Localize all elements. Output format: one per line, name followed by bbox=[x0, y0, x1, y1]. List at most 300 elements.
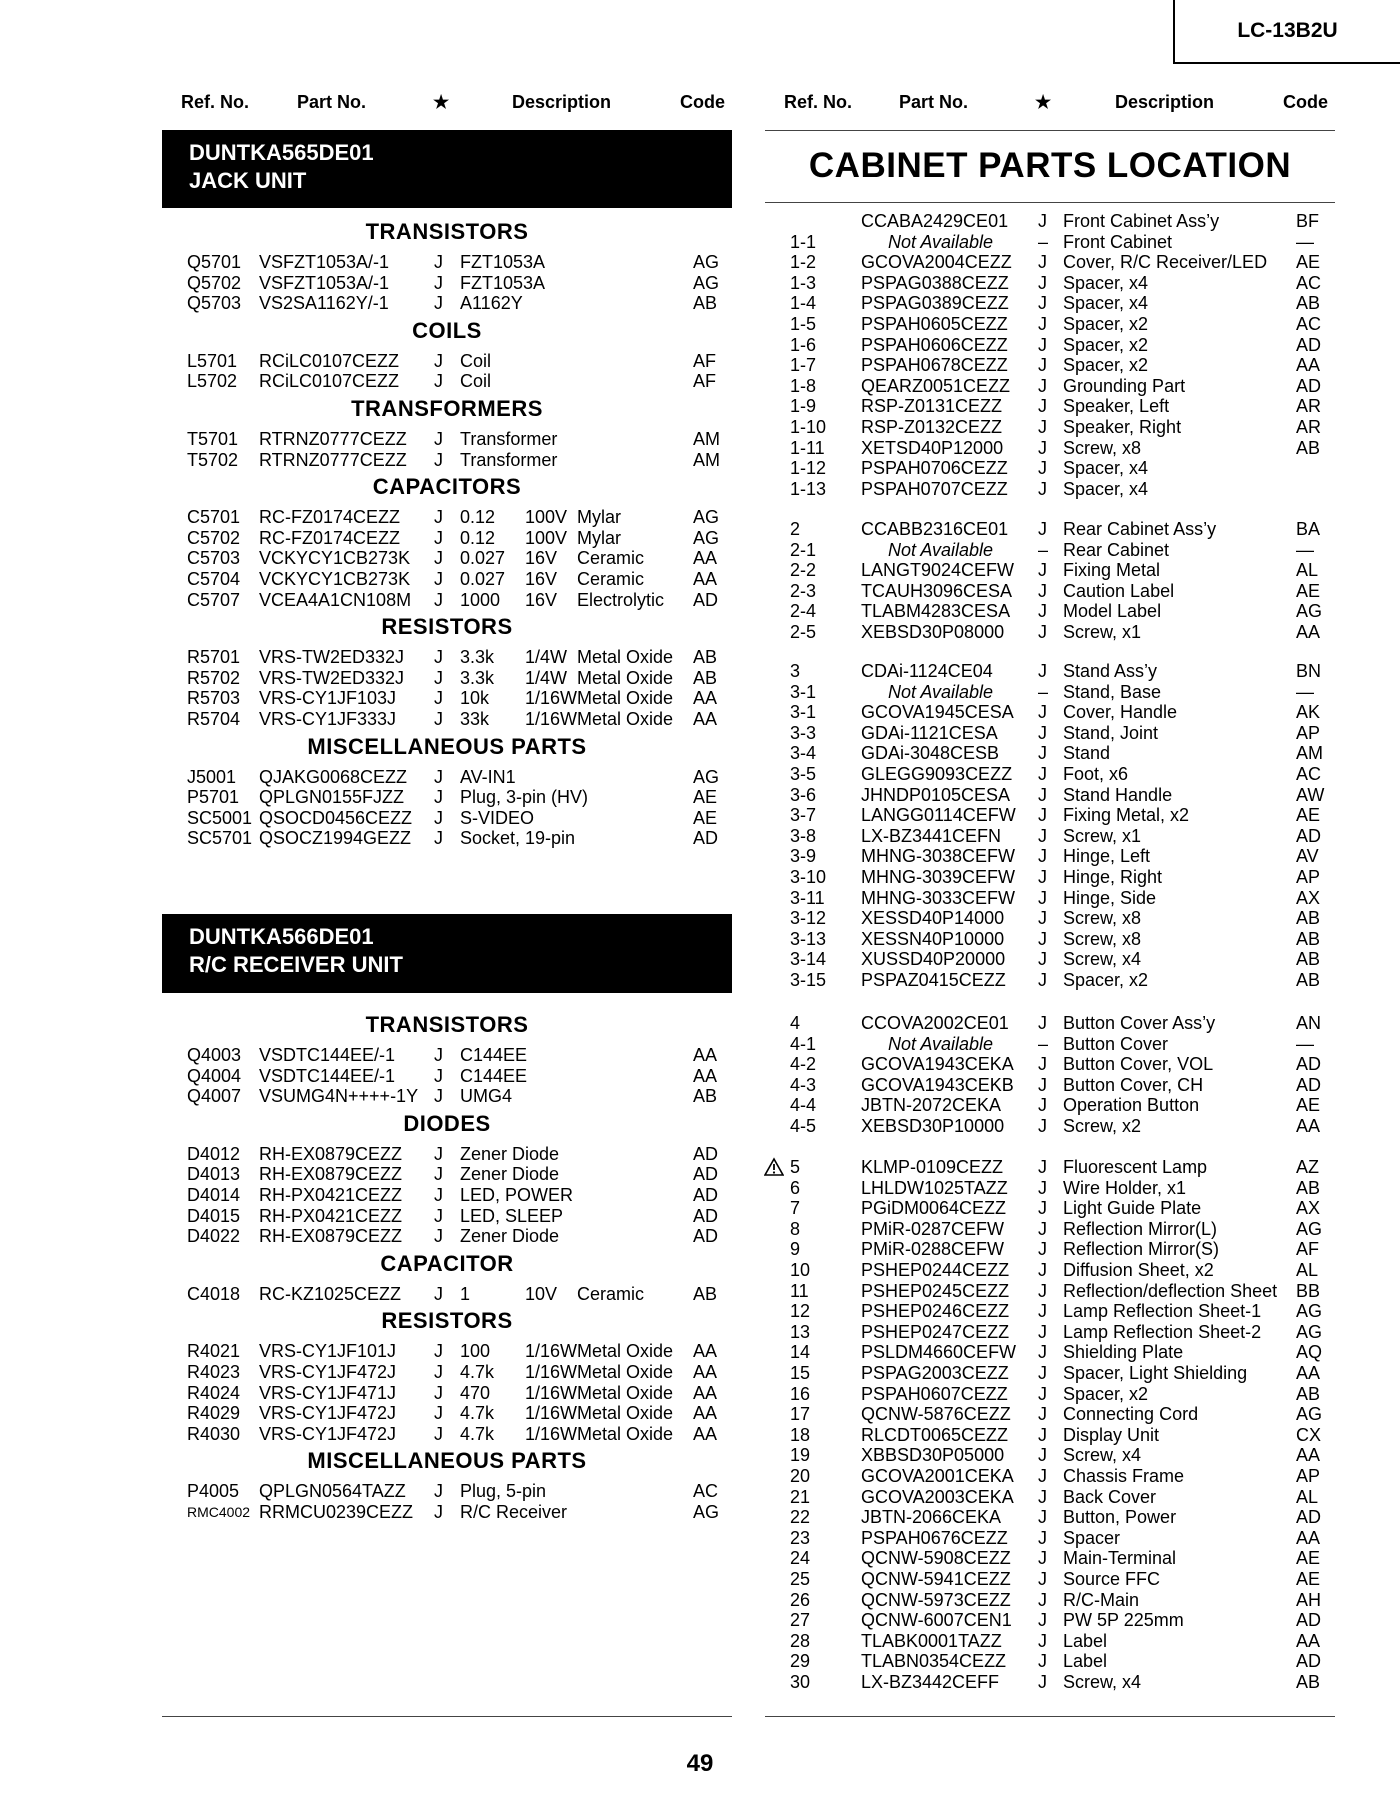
cabinet-part-cell: Screw, x4 bbox=[1063, 949, 1142, 969]
cabinet-part-cell: J bbox=[1038, 764, 1047, 784]
part-cell: J bbox=[434, 1206, 443, 1226]
part-cell: J bbox=[434, 1424, 443, 1444]
cabinet-part-row bbox=[0, 417, 1340, 437]
part-cell: AB bbox=[693, 668, 718, 688]
cabinet-part-row bbox=[0, 1425, 1340, 1445]
cabinet-part-cell: Label bbox=[1063, 1651, 1108, 1671]
cabinet-part-cell: PSPAZ0415CEZZ bbox=[861, 970, 1006, 990]
cabinet-part-row bbox=[0, 376, 1340, 396]
cabinet-part-cell: PMiR-0288CEFW bbox=[861, 1239, 1005, 1259]
cabinet-part-cell: KLMP-0109CEZZ bbox=[861, 1157, 1004, 1177]
right-bottom-rule bbox=[765, 1716, 1335, 1717]
part-cell: AB bbox=[693, 647, 718, 667]
header-ref-right: Ref. No. bbox=[784, 92, 853, 112]
part-cell: J bbox=[434, 429, 443, 449]
part-cell: AM bbox=[693, 429, 720, 449]
cabinet-part-cell: 6 bbox=[790, 1178, 801, 1198]
cabinet-part-row bbox=[0, 438, 1340, 458]
cabinet-part-cell: Fluorescent Lamp bbox=[1063, 1157, 1208, 1177]
cabinet-part-cell: 21 bbox=[790, 1487, 811, 1507]
cabinet-part-cell: AL bbox=[1296, 1260, 1319, 1280]
part-cell: J bbox=[434, 808, 443, 828]
cabinet-part-row bbox=[0, 232, 1340, 252]
cabinet-part-cell: 3 bbox=[790, 661, 801, 681]
part-cell: J bbox=[434, 1185, 443, 1205]
part-cell: Transformer bbox=[460, 450, 558, 470]
cabinet-part-cell: Rear Cabinet Ass’y bbox=[1063, 519, 1217, 539]
cabinet-part-row bbox=[0, 1342, 1340, 1362]
part-cell: RH-EX0879CEZZ bbox=[259, 1226, 403, 1246]
header-code-left: Code bbox=[680, 92, 725, 112]
cabinet-part-cell: 2-4 bbox=[790, 601, 817, 621]
cabinet-part-cell: 3-8 bbox=[790, 826, 817, 846]
cabinet-part-cell: J bbox=[1038, 273, 1047, 293]
part-cell: J bbox=[434, 252, 443, 272]
cabinet-part-cell: AX bbox=[1296, 1198, 1321, 1218]
part-cell: VRS-CY1JF333J bbox=[259, 709, 397, 729]
section-title: RESISTORS bbox=[381, 1308, 513, 1333]
cabinet-part-cell: 25 bbox=[790, 1569, 811, 1589]
cabinet-part-cell: AC bbox=[1296, 764, 1322, 784]
cabinet-part-cell: Spacer, x2 bbox=[1063, 355, 1149, 375]
cabinet-part-cell: Fixing Metal bbox=[1063, 560, 1161, 580]
cabinet-part-cell: Cover, Handle bbox=[1063, 702, 1178, 722]
part-cell: VSUMG4N++++-1Y bbox=[259, 1086, 419, 1106]
part-cell: AE bbox=[693, 808, 718, 828]
part-cell: AB bbox=[693, 1086, 718, 1106]
cabinet-part-cell: Button Cover Ass’y bbox=[1063, 1013, 1216, 1033]
cabinet-part-cell: Spacer, x2 bbox=[1063, 314, 1149, 334]
cabinet-part-row bbox=[0, 1095, 1340, 1115]
cabinet-part-cell: 16 bbox=[790, 1384, 811, 1404]
part-cell: Zener Diode bbox=[460, 1164, 560, 1184]
cabinet-part-cell: J bbox=[1038, 1157, 1047, 1177]
part-cell: R4023 bbox=[187, 1362, 241, 1382]
cabinet-part-cell: J bbox=[1038, 888, 1047, 908]
cabinet-part-row bbox=[0, 908, 1340, 928]
cabinet-part-cell: PSPAH0707CEZZ bbox=[861, 479, 1008, 499]
part-cell: AD bbox=[693, 1185, 719, 1205]
part-cell: AD bbox=[693, 1164, 719, 1184]
cabinet-part-cell: RLCDT0065CEZZ bbox=[861, 1425, 1009, 1445]
part-cell: LED, SLEEP bbox=[460, 1206, 564, 1226]
part-cell: A1162Y bbox=[460, 293, 523, 313]
part-cell: VRS-CY1JF471J bbox=[259, 1383, 397, 1403]
part-cell: 16V bbox=[525, 569, 558, 589]
part-cell: UMG4 bbox=[460, 1086, 513, 1106]
cabinet-part-cell: Stand, Joint bbox=[1063, 723, 1159, 743]
part-cell: 1000 bbox=[460, 590, 501, 610]
cabinet-part-row bbox=[0, 1363, 1340, 1383]
cabinet-part-cell: AL bbox=[1296, 560, 1319, 580]
cabinet-part-row bbox=[0, 1487, 1340, 1507]
cabinet-part-cell: PSPAH0676CEZZ bbox=[861, 1528, 1008, 1548]
cabinet-part-cell: 4 bbox=[790, 1013, 801, 1033]
header-star-right: ★ bbox=[1035, 92, 1052, 112]
cabinet-part-cell: Main-Terminal bbox=[1063, 1548, 1177, 1568]
cabinet-part-cell: J bbox=[1038, 1095, 1047, 1115]
part-cell: D4015 bbox=[187, 1206, 241, 1226]
cabinet-part-cell: Spacer, x4 bbox=[1063, 293, 1149, 313]
cabinet-part-cell: PSPAG0388CEZZ bbox=[861, 273, 1009, 293]
cabinet-part-row bbox=[0, 1281, 1340, 1301]
cabinet-part-cell: 3-1 bbox=[790, 682, 817, 702]
cabinet-part-cell: LANGG0114CEFW bbox=[861, 805, 1016, 825]
cabinet-part-cell: LHLDW1025TAZZ bbox=[861, 1178, 1008, 1198]
cabinet-part-row bbox=[0, 1157, 1340, 1177]
cabinet-part-cell: GCOVA2003CEKA bbox=[861, 1487, 1014, 1507]
part-cell: Q4004 bbox=[187, 1066, 242, 1086]
cabinet-part-cell: J bbox=[1038, 1301, 1047, 1321]
cabinet-part-cell: Reflection Mirror(L) bbox=[1063, 1219, 1218, 1239]
cabinet-part-cell: 1-9 bbox=[790, 396, 817, 416]
part-cell: Transformer bbox=[460, 429, 558, 449]
header-desc-right: Description bbox=[1115, 92, 1215, 112]
cabinet-part-cell: J bbox=[1038, 1569, 1047, 1589]
cabinet-part-cell: Button Cover, VOL bbox=[1063, 1054, 1214, 1074]
cabinet-part-cell: XETSD40P12000 bbox=[861, 438, 1004, 458]
cabinet-part-cell: J bbox=[1038, 355, 1047, 375]
cabinet-part-row bbox=[0, 764, 1340, 784]
right-title-rule bbox=[765, 202, 1335, 203]
cabinet-part-cell: J bbox=[1038, 908, 1047, 928]
part-cell: Metal Oxide bbox=[577, 668, 674, 688]
cabinet-part-cell: Button Cover bbox=[1063, 1034, 1169, 1054]
part-cell: 10k bbox=[460, 688, 490, 708]
part-cell: AB bbox=[693, 1284, 718, 1304]
part-cell: 0.027 bbox=[460, 548, 506, 568]
cabinet-part-cell: 3-15 bbox=[790, 970, 827, 990]
cabinet-part-cell: GDAi-1121CESA bbox=[861, 723, 998, 743]
cabinet-part-cell: PSPAH0605CEZZ bbox=[861, 314, 1008, 334]
part-cell: J bbox=[434, 1086, 443, 1106]
part-cell: J bbox=[434, 1502, 443, 1522]
part-cell: RH-PX0421CEZZ bbox=[259, 1185, 403, 1205]
part-cell: C144EE bbox=[460, 1045, 528, 1065]
cabinet-part-cell: Display Unit bbox=[1063, 1425, 1160, 1445]
cabinet-part-cell: BF bbox=[1296, 211, 1320, 231]
part-cell: J bbox=[434, 273, 443, 293]
part-cell: Ceramic bbox=[577, 548, 645, 568]
header-part-right: Part No. bbox=[899, 92, 969, 112]
part-cell: AG bbox=[693, 507, 720, 527]
section-title: TRANSFORMERS bbox=[351, 396, 543, 421]
cabinet-part-cell: Screw, x8 bbox=[1063, 438, 1142, 458]
cabinet-part-cell: J bbox=[1038, 376, 1047, 396]
cabinet-part-cell: 3-9 bbox=[790, 846, 817, 866]
part-cell: 1/16W bbox=[525, 1362, 578, 1382]
part-cell: AA bbox=[693, 709, 718, 729]
jack-unit-name: JACK UNIT bbox=[189, 168, 307, 193]
part-cell: Metal Oxide bbox=[577, 1424, 674, 1444]
cabinet-part-cell: CCABB2316CE01 bbox=[861, 519, 1009, 539]
cabinet-part-cell: 3-3 bbox=[790, 723, 817, 743]
cabinet-part-cell: J bbox=[1038, 1672, 1047, 1692]
part-cell: C5701 bbox=[187, 507, 241, 527]
part-cell: VRS-CY1JF101J bbox=[259, 1341, 397, 1361]
part-cell: Zener Diode bbox=[460, 1226, 560, 1246]
cabinet-part-cell: AE bbox=[1296, 1095, 1321, 1115]
cabinet-part-cell: QEARZ0051CEZZ bbox=[861, 376, 1011, 396]
part-cell: AB bbox=[693, 293, 718, 313]
cabinet-part-cell: 3-11 bbox=[790, 888, 825, 908]
cabinet-part-cell: J bbox=[1038, 1178, 1047, 1198]
cabinet-part-cell: Chassis Frame bbox=[1063, 1466, 1185, 1486]
part-cell: J bbox=[434, 1045, 443, 1065]
header-ref-left: Ref. No. bbox=[181, 92, 250, 112]
part-cell: Q5702 bbox=[187, 273, 242, 293]
part-cell: Metal Oxide bbox=[577, 1341, 674, 1361]
part-cell: VRS-TW2ED332J bbox=[259, 668, 405, 688]
part-cell: Metal Oxide bbox=[577, 1403, 674, 1423]
cabinet-part-cell: 3-7 bbox=[790, 805, 817, 825]
cabinet-part-cell: AG bbox=[1296, 1219, 1323, 1239]
cabinet-part-cell: Reflection Mirror(S) bbox=[1063, 1239, 1220, 1259]
cabinet-part-cell: J bbox=[1038, 458, 1047, 478]
part-cell: Metal Oxide bbox=[577, 1383, 674, 1403]
cabinet-part-cell: AB bbox=[1296, 1672, 1321, 1692]
jack-unit-banner bbox=[162, 130, 732, 208]
cabinet-part-cell: J bbox=[1038, 1219, 1047, 1239]
cabinet-part-cell: – bbox=[1038, 540, 1049, 560]
cabinet-part-cell: J bbox=[1038, 622, 1047, 642]
cabinet-part-cell: J bbox=[1038, 335, 1047, 355]
cabinet-part-cell: J bbox=[1038, 438, 1047, 458]
cabinet-part-cell: 4-4 bbox=[790, 1095, 817, 1115]
cabinet-part-cell: Spacer, x2 bbox=[1063, 1384, 1149, 1404]
cabinet-part-cell: J bbox=[1038, 1322, 1047, 1342]
cabinet-part-cell: Lamp Reflection Sheet-1 bbox=[1063, 1301, 1262, 1321]
cabinet-part-row bbox=[0, 622, 1340, 642]
cabinet-part-cell: Fixing Metal, x2 bbox=[1063, 805, 1190, 825]
part-cell: VS2SA1162Y/-1 bbox=[259, 293, 389, 313]
part-cell: 100 bbox=[460, 1341, 491, 1361]
part-cell: Plug, 3-pin (HV) bbox=[460, 787, 589, 807]
part-cell: VCEA4A1CN108M bbox=[259, 590, 412, 610]
part-cell: D4014 bbox=[187, 1185, 241, 1205]
cabinet-part-row bbox=[0, 293, 1340, 313]
cabinet-part-row bbox=[0, 479, 1340, 499]
header-code-right: Code bbox=[1283, 92, 1328, 112]
cabinet-part-row bbox=[0, 949, 1340, 969]
cabinet-part-cell: CCOVA2002CE01 bbox=[861, 1013, 1009, 1033]
cabinet-part-cell: 2-3 bbox=[790, 581, 817, 601]
cabinet-part-cell: BA bbox=[1296, 519, 1321, 539]
part-cell: VSFZT1053A/-1 bbox=[259, 252, 390, 272]
cabinet-part-row bbox=[0, 1301, 1340, 1321]
cabinet-part-row bbox=[0, 1219, 1340, 1239]
cabinet-part-cell: Speaker, Left bbox=[1063, 396, 1170, 416]
cabinet-part-cell: Shielding Plate bbox=[1063, 1342, 1184, 1362]
part-cell: J bbox=[434, 528, 443, 548]
part-cell: R5701 bbox=[187, 647, 241, 667]
cabinet-part-row bbox=[0, 846, 1340, 866]
part-cell: J bbox=[434, 548, 443, 568]
cabinet-part-cell: AB bbox=[1296, 438, 1321, 458]
cabinet-part-cell: MHNG-3039CEFW bbox=[861, 867, 1016, 887]
part-cell: AG bbox=[693, 528, 720, 548]
part-cell: RCiLC0107CEZZ bbox=[259, 351, 400, 371]
part-cell: Q5703 bbox=[187, 293, 242, 313]
cabinet-part-cell: J bbox=[1038, 1590, 1047, 1610]
cabinet-part-row bbox=[0, 1651, 1340, 1671]
part-cell: Zener Diode bbox=[460, 1144, 560, 1164]
cabinet-part-cell: AP bbox=[1296, 867, 1321, 887]
part-cell: J bbox=[434, 1164, 443, 1184]
cabinet-part-cell: J bbox=[1038, 1363, 1047, 1383]
part-cell: VSDTC144EE/-1 bbox=[259, 1045, 396, 1065]
part-cell: R5704 bbox=[187, 709, 241, 729]
cabinet-part-cell: 1-1 bbox=[790, 232, 817, 252]
cabinet-part-cell: GCOVA1945CESA bbox=[861, 702, 1014, 722]
part-cell: RTRNZ0777CEZZ bbox=[259, 429, 407, 449]
part-cell: VCKYCY1CB273K bbox=[259, 548, 411, 568]
part-cell: QJAKG0068CEZZ bbox=[259, 767, 408, 787]
cabinet-part-cell: XUSSD40P20000 bbox=[861, 949, 1006, 969]
cabinet-part-cell: AG bbox=[1296, 1322, 1323, 1342]
cabinet-parts-title: CABINET PARTS LOCATION bbox=[808, 146, 1292, 185]
part-cell: J bbox=[434, 767, 443, 787]
cabinet-part-cell: Grounding Part bbox=[1063, 376, 1186, 396]
part-cell: C144EE bbox=[460, 1066, 528, 1086]
cabinet-part-cell: PSPAH0706CEZZ bbox=[861, 458, 1008, 478]
part-cell: AD bbox=[693, 1144, 719, 1164]
cabinet-part-cell: Screw, x1 bbox=[1063, 826, 1142, 846]
cabinet-part-cell: J bbox=[1038, 1239, 1047, 1259]
part-cell: AM bbox=[693, 450, 720, 470]
cabinet-part-cell: 1-13 bbox=[790, 479, 827, 499]
cabinet-part-cell: Spacer, x4 bbox=[1063, 479, 1149, 499]
part-cell: Socket, 19-pin bbox=[460, 828, 576, 848]
cabinet-part-cell: 1-2 bbox=[790, 252, 817, 272]
cabinet-part-cell: Label bbox=[1063, 1631, 1108, 1651]
cabinet-part-cell: AE bbox=[1296, 805, 1321, 825]
part-cell: AD bbox=[693, 828, 719, 848]
cabinet-part-cell: J bbox=[1038, 1116, 1047, 1136]
cabinet-part-cell: J bbox=[1038, 1651, 1047, 1671]
cabinet-part-row bbox=[0, 682, 1340, 702]
part-cell: C5703 bbox=[187, 548, 241, 568]
cabinet-part-cell: 3-10 bbox=[790, 867, 827, 887]
cabinet-part-cell: Screw, x1 bbox=[1063, 622, 1142, 642]
part-cell: P5701 bbox=[187, 787, 240, 807]
cabinet-part-cell: AX bbox=[1296, 888, 1321, 908]
cabinet-part-cell: BN bbox=[1296, 661, 1322, 681]
cabinet-part-row bbox=[0, 314, 1340, 334]
part-cell: D4013 bbox=[187, 1164, 241, 1184]
part-cell: J bbox=[434, 450, 443, 470]
cabinet-part-cell: J bbox=[1038, 293, 1047, 313]
cabinet-part-row bbox=[0, 1672, 1340, 1692]
cabinet-part-row bbox=[0, 1569, 1340, 1589]
cabinet-part-cell: Stand Ass’y bbox=[1063, 661, 1158, 681]
cabinet-part-row bbox=[0, 1548, 1340, 1568]
part-cell: QSOCZ1994GEZZ bbox=[259, 828, 412, 848]
cabinet-part-cell: J bbox=[1038, 601, 1047, 621]
cabinet-part-cell: LX-BZ3442CEFF bbox=[861, 1672, 1000, 1692]
part-cell: L5701 bbox=[187, 351, 238, 371]
section-title: RESISTORS bbox=[381, 614, 513, 639]
cabinet-part-cell: 20 bbox=[790, 1466, 811, 1486]
part-cell: R/C Receiver bbox=[460, 1502, 568, 1522]
cabinet-part-cell: 1-5 bbox=[790, 314, 817, 334]
cabinet-part-cell: J bbox=[1038, 1198, 1047, 1218]
cabinet-part-cell: J bbox=[1038, 396, 1047, 416]
cabinet-part-cell: Spacer bbox=[1063, 1528, 1121, 1548]
cabinet-part-cell: Button, Power bbox=[1063, 1507, 1177, 1527]
cabinet-part-cell: PSLDM4660CEFW bbox=[861, 1342, 1017, 1362]
part-cell: RH-EX0879CEZZ bbox=[259, 1164, 403, 1184]
cabinet-part-row bbox=[0, 1116, 1340, 1136]
cabinet-part-cell: J bbox=[1038, 1054, 1047, 1074]
part-cell: R4021 bbox=[187, 1341, 241, 1361]
cabinet-part-cell: MHNG-3033CEFW bbox=[861, 888, 1016, 908]
part-cell: Ceramic bbox=[577, 1284, 645, 1304]
part-cell: J bbox=[434, 351, 443, 371]
cabinet-part-cell: AE bbox=[1296, 1548, 1321, 1568]
part-cell: AC bbox=[693, 1481, 719, 1501]
cabinet-part-cell: PW 5P 225mm bbox=[1063, 1610, 1184, 1630]
part-cell: RCiLC0107CEZZ bbox=[259, 371, 400, 391]
cabinet-part-cell: AL bbox=[1296, 1487, 1319, 1507]
cabinet-part-cell: Not Available bbox=[888, 1034, 994, 1054]
cabinet-part-cell: J bbox=[1038, 929, 1047, 949]
cabinet-part-cell: AA bbox=[1296, 1363, 1321, 1383]
cabinet-part-cell: 3-4 bbox=[790, 743, 817, 763]
cabinet-part-cell: J bbox=[1038, 1528, 1047, 1548]
part-cell: Mylar bbox=[577, 528, 621, 548]
cabinet-part-cell: J bbox=[1038, 519, 1047, 539]
cabinet-part-cell: Spacer, x2 bbox=[1063, 335, 1149, 355]
part-cell: AA bbox=[693, 1383, 718, 1403]
cabinet-part-cell: Reflection/deflection Sheet bbox=[1063, 1281, 1278, 1301]
cabinet-part-cell: AP bbox=[1296, 1466, 1321, 1486]
cabinet-part-row bbox=[0, 1322, 1340, 1342]
cabinet-part-cell: 15 bbox=[790, 1363, 811, 1383]
rc-receiver-unit-part-number: DUNTKA566DE01 bbox=[189, 924, 374, 949]
cabinet-part-cell: AA bbox=[1296, 1116, 1321, 1136]
cabinet-part-cell: CCABA2429CE01 bbox=[861, 211, 1009, 231]
cabinet-part-cell: RSP-Z0132CEZZ bbox=[861, 417, 1003, 437]
part-cell: AG bbox=[693, 1502, 720, 1522]
cabinet-part-cell: XESSD40P14000 bbox=[861, 908, 1005, 928]
part-cell: AA bbox=[693, 1341, 718, 1361]
part-cell: AD bbox=[693, 1206, 719, 1226]
part-cell: J bbox=[434, 1144, 443, 1164]
section-title: TRANSISTORS bbox=[365, 219, 529, 244]
cabinet-part-row bbox=[0, 1075, 1340, 1095]
part-cell: VRS-CY1JF103J bbox=[259, 688, 397, 708]
cabinet-part-cell: AK bbox=[1296, 702, 1321, 722]
cabinet-part-cell: Model Label bbox=[1063, 601, 1162, 621]
cabinet-part-row bbox=[0, 1610, 1340, 1630]
part-cell: T5702 bbox=[187, 450, 239, 470]
cabinet-part-cell: Caution Label bbox=[1063, 581, 1175, 601]
cabinet-part-cell: AA bbox=[1296, 1631, 1321, 1651]
part-cell: LED, POWER bbox=[460, 1185, 574, 1205]
cabinet-part-row bbox=[0, 1384, 1340, 1404]
cabinet-part-cell: PSPAG2003CEZZ bbox=[861, 1363, 1009, 1383]
cabinet-part-cell: AR bbox=[1296, 396, 1322, 416]
cabinet-part-cell: J bbox=[1038, 560, 1047, 580]
cabinet-part-cell: JHNDP0105CESA bbox=[861, 785, 1011, 805]
part-cell: D4022 bbox=[187, 1226, 241, 1246]
part-cell: Q4007 bbox=[187, 1086, 242, 1106]
part-cell: Q4003 bbox=[187, 1045, 242, 1065]
part-cell: Coil bbox=[460, 351, 492, 371]
cabinet-part-cell: TLABN0354CEZZ bbox=[861, 1651, 1007, 1671]
part-cell: 3.3k bbox=[460, 647, 495, 667]
